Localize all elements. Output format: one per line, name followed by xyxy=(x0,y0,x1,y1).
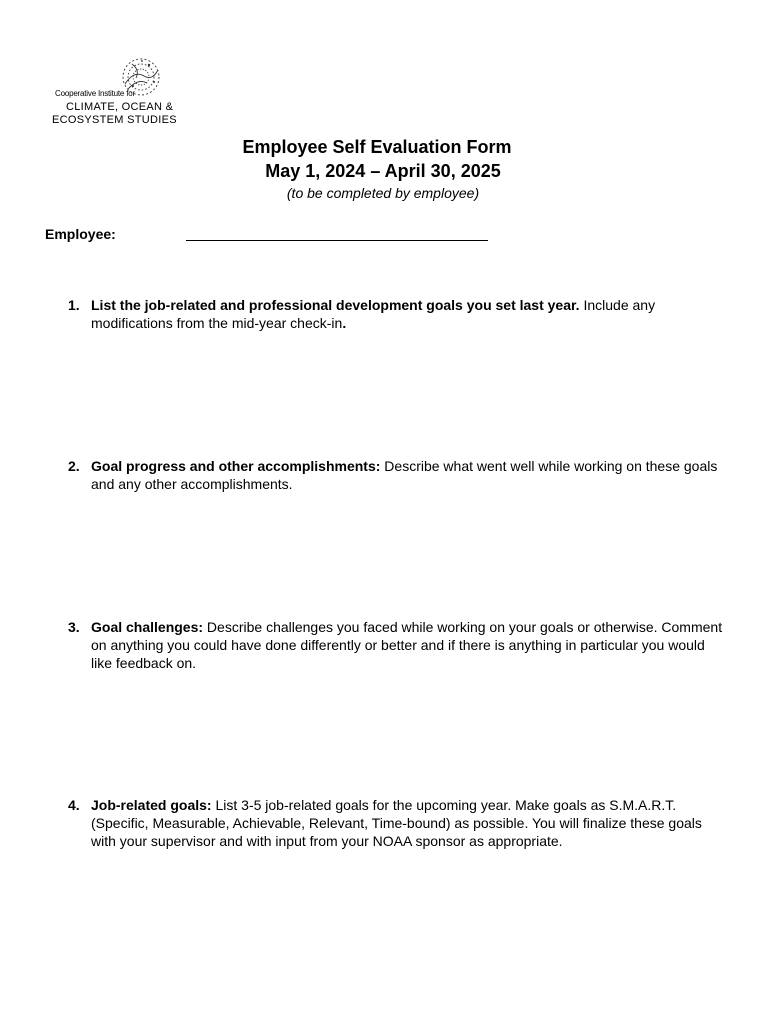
question-text: List 3-5 job-related goals for the upcoming year. Make goals as S.M.A.R.T. (Specific, Measurable, Achievable, Relevant, Time-bound) as possible. You will finalize these goals with your supervisor and with input from your NOAA sponsor as appropriate. xyxy=(91,797,702,849)
question-body xyxy=(91,796,728,850)
question-tail: . xyxy=(342,315,347,331)
organization-logo xyxy=(52,56,177,128)
question-lead: Job-related goals: xyxy=(91,797,212,813)
logo-line-climate: CLIMATE, OCEAN & xyxy=(66,101,174,113)
question-lead: Goal progress and other accomplishments: xyxy=(91,458,381,474)
question-3 xyxy=(68,618,728,672)
question-number: 1. xyxy=(68,297,80,313)
completion-note: (to be completed by employee) xyxy=(286,185,480,201)
question-text: Describe challenges you faced while working on your goals or otherwise. Comment on anything you could have done differently or better and if there is anything in particular you would like feedback on. xyxy=(91,619,723,671)
question-body xyxy=(91,457,728,493)
employee-name-field[interactable] xyxy=(186,240,488,241)
question-4 xyxy=(68,796,728,850)
question-body xyxy=(91,296,728,332)
question-body xyxy=(91,618,728,672)
question-number: 4. xyxy=(68,797,80,813)
question-2 xyxy=(68,457,728,493)
question-number: 2. xyxy=(68,458,80,474)
question-1 xyxy=(68,296,728,332)
question-number: 3. xyxy=(68,619,80,635)
employee-label: Employee: xyxy=(45,226,116,242)
question-lead: List the job-related and professional development goals you set last year. xyxy=(91,297,580,313)
question-lead: Goal challenges: xyxy=(91,619,204,635)
form-title: Employee Self Evaluation Form xyxy=(242,137,512,157)
logo-line-institute: Cooperative Institute for xyxy=(55,89,135,98)
evaluation-period: May 1, 2024 – April 30, 2025 xyxy=(265,161,501,181)
logo-line-ecosystem: ECOSYSTEM STUDIES xyxy=(52,114,177,126)
question-text: Include any modifications from the mid-year check-in xyxy=(91,297,656,331)
question-text: Describe what went well while working on these goals and any other accomplishments. xyxy=(91,458,718,492)
